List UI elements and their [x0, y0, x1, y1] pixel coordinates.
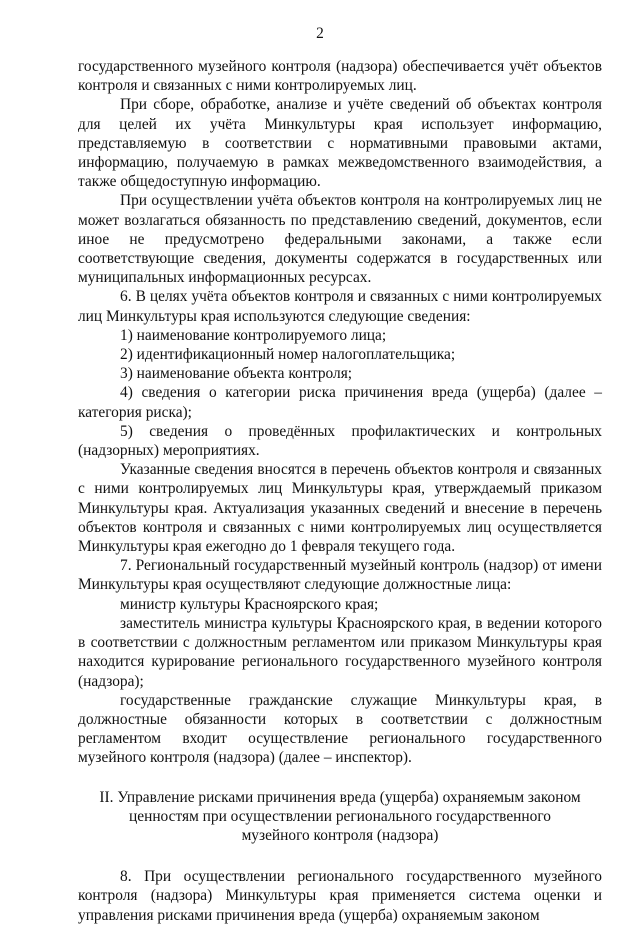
paragraph: При сборе, обработке, анализе и учёте сведений об объектах контроля для целей их учёта Минкультуры края использует информацию, представляемую в соответствии с нормативными правовыми актами, информацию, получаемую в рамках межведомственного взаимодействия, а также общедоступную информацию.	[78, 96, 602, 191]
paragraph-item-7: 7. Региональный государственный музейный контроль (надзор) от имени Минкультуры края осуществляют следующие должностные лица:	[78, 557, 602, 594]
section-heading-line: ценностям при осуществлении регионального государственного	[129, 807, 551, 825]
list-item: 2) идентификационный номер налогоплательщика;	[120, 346, 456, 364]
document-body	[78, 57, 602, 925]
paragraph-item-8: 8. При осуществлении регионального государственного музейного контроля (надзора) Минкультуры края применяется система оценки и управления рисками причинения вреда (ущерба) охраняемым законом	[78, 868, 602, 924]
list-item: государственные гражданские служащие Минкультуры края, в должностные обязанности которых в соответствии с должностным регламентом входит осуществление регионального государственного музейного контроля (надзора) (далее – инспектор).	[78, 691, 602, 767]
paragraph: государственного музейного контроля (надзора) обеспечивается учёт объектов контроля и связанных с ними контролируемых лиц.	[78, 58, 602, 95]
list-item: 1) наименование контролируемого лица;	[120, 326, 387, 344]
section-heading-line: II. Управление рисками причинения вреда (ущерба) охраняемым законом	[99, 788, 581, 806]
section-heading	[78, 788, 602, 846]
list-item: заместитель министра культуры Красноярского края, в ведении которого в соответствии с должностным регламентом или приказом Минкультуры края находится курирование регионального государственного музейного контроля (надзора);	[78, 614, 602, 690]
list-item: министр культуры Красноярского края;	[120, 595, 379, 613]
paragraph: Указанные сведения вносятся в перечень объектов контроля и связанных с ними контролируемых лиц Минкультуры края, утверждаемый приказом Минкультуры края. Актуализация указанных сведений и внесение в перечень объектов контроля и связанных с ними контролируемых лиц осуществляется Минкультуры края ежегодно до 1 февраля текущего года.	[78, 461, 602, 556]
list-item: 4) сведения о категории риска причинения вреда (ущерба) (далее – категория риска);	[78, 384, 602, 421]
list-item: 5) сведения о проведённых профилактических и контрольных (надзорных) мероприятиях.	[78, 422, 602, 460]
section-heading-line: музейного контроля (надзора)	[241, 826, 439, 844]
list-item: 3) наименование объекта контроля;	[120, 365, 353, 383]
paragraph-item-6: 6. В целях учёта объектов контроля и связанных с ними контролируемых лиц Минкультуры края используются следующие сведения:	[78, 288, 602, 325]
paragraph: При осуществлении учёта объектов контроля на контролируемых лиц не может возлагаться обязанность по представлению сведений, документов, если иное не предусмотрено федеральными законами, а также если соответствующие сведения, документы содержатся в государственных или муниципальных информационных ресурсах.	[78, 192, 602, 287]
page-number: 2	[316, 25, 324, 42]
